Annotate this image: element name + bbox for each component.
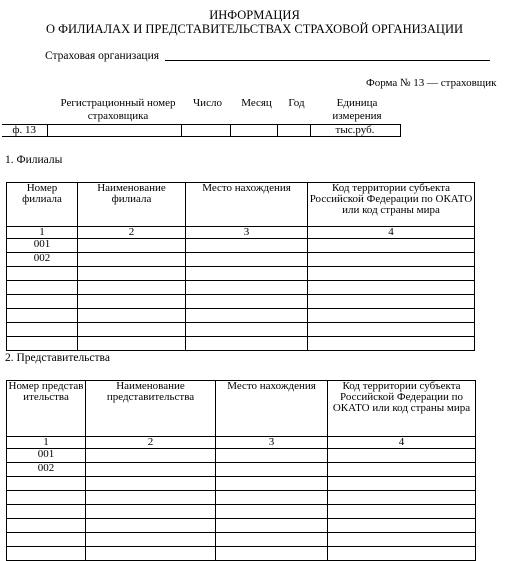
table-row-number: 002 xyxy=(7,463,86,477)
rep-name-cell[interactable] xyxy=(86,477,216,491)
branch-code-cell[interactable] xyxy=(308,253,475,267)
month-header: Месяц xyxy=(241,97,272,109)
table-row-number: 001 xyxy=(7,449,86,463)
rep-location-cell[interactable] xyxy=(216,491,328,505)
form-label: Форма № 13 — страховщик xyxy=(366,77,497,89)
table-row-number xyxy=(7,295,78,309)
rep-code-cell[interactable] xyxy=(328,533,476,547)
branch-name-cell[interactable] xyxy=(78,295,186,309)
section1-heading: 1. Филиалы xyxy=(5,154,63,166)
branch-colnum-1: 1 xyxy=(7,227,78,239)
table-row-number xyxy=(7,309,78,323)
document-title: ИНФОРМАЦИЯ xyxy=(209,8,300,22)
table-row-number: 002 xyxy=(7,253,78,267)
branch-colnum-4: 4 xyxy=(308,227,475,239)
table-row-number: 001 xyxy=(7,239,78,253)
branch-location-cell[interactable] xyxy=(186,253,308,267)
rep-code-cell[interactable] xyxy=(328,505,476,519)
month-cell[interactable] xyxy=(230,125,277,137)
rep-location-cell[interactable] xyxy=(216,533,328,547)
branch-location-cell[interactable] xyxy=(186,309,308,323)
rep-name-cell[interactable] xyxy=(86,505,216,519)
rep-name-cell[interactable] xyxy=(86,519,216,533)
branch-name-cell[interactable] xyxy=(78,309,186,323)
branch-col-location: Место нахождения xyxy=(186,183,308,227)
branch-code-cell[interactable] xyxy=(308,295,475,309)
table-row-number xyxy=(7,477,86,491)
reg-number-header: Регистрационный номер страховщика xyxy=(60,97,176,122)
rep-code-cell[interactable] xyxy=(328,449,476,463)
rep-location-cell[interactable] xyxy=(216,547,328,561)
rep-name-cell[interactable] xyxy=(86,547,216,561)
unit-header: Единица измерения xyxy=(332,97,382,122)
rep-col-name: Наименование представительства xyxy=(86,381,216,437)
branch-code-cell[interactable] xyxy=(308,323,475,337)
reg-number-cell[interactable] xyxy=(47,125,181,137)
branch-col-number: Номер филиала xyxy=(7,183,78,227)
table-row-number xyxy=(7,337,78,351)
rep-colnum-1: 1 xyxy=(7,437,86,449)
rep-location-cell[interactable] xyxy=(216,477,328,491)
rep-code-cell[interactable] xyxy=(328,477,476,491)
rep-location-cell[interactable] xyxy=(216,449,328,463)
branch-code-cell[interactable] xyxy=(308,309,475,323)
rep-colnum-3: 3 xyxy=(216,437,328,449)
table-row-number xyxy=(7,281,78,295)
rep-location-cell[interactable] xyxy=(216,505,328,519)
insurer-label: Страховая организация xyxy=(45,50,160,62)
rep-name-cell[interactable] xyxy=(86,449,216,463)
representations-table xyxy=(6,380,476,561)
form-code-cell: ф. 13 xyxy=(2,125,47,137)
branch-location-cell[interactable] xyxy=(186,239,308,253)
branch-code-cell[interactable] xyxy=(308,281,475,295)
rep-col-code: Код территории субъекта Российской Федерации по ОКАТО или код страны мира xyxy=(328,381,476,437)
rep-col-number: Номер представительства xyxy=(7,381,86,437)
branch-name-cell[interactable] xyxy=(78,239,186,253)
branch-colnum-3: 3 xyxy=(186,227,308,239)
rep-colnum-4: 4 xyxy=(328,437,476,449)
day-cell[interactable] xyxy=(181,125,230,137)
table-row-number xyxy=(7,533,86,547)
rep-code-cell[interactable] xyxy=(328,519,476,533)
branch-location-cell[interactable] xyxy=(186,267,308,281)
branch-code-cell[interactable] xyxy=(308,337,475,351)
table-row-number xyxy=(7,323,78,337)
unit-cell: тыс.руб. xyxy=(310,125,400,137)
branch-name-cell[interactable] xyxy=(78,337,186,351)
table-row-number xyxy=(7,547,86,561)
branch-location-cell[interactable] xyxy=(186,337,308,351)
branch-location-cell[interactable] xyxy=(186,295,308,309)
branch-name-cell[interactable] xyxy=(78,323,186,337)
document-subtitle: О ФИЛИАЛАХ И ПРЕДСТАВИТЕЛЬСТВАХ СТРАХОВОЙ ОРГАНИЗАЦИИ xyxy=(45,22,464,36)
table-row-number xyxy=(7,519,86,533)
rep-code-cell[interactable] xyxy=(328,463,476,477)
branch-location-cell[interactable] xyxy=(186,281,308,295)
code-table xyxy=(2,124,401,137)
branch-name-cell[interactable] xyxy=(78,281,186,295)
year-header: Год xyxy=(288,97,305,109)
section2-heading: 2. Представительства xyxy=(5,352,110,364)
rep-code-cell[interactable] xyxy=(328,491,476,505)
rep-code-cell[interactable] xyxy=(328,547,476,561)
branch-colnum-2: 2 xyxy=(78,227,186,239)
branch-code-cell[interactable] xyxy=(308,239,475,253)
day-header: Число xyxy=(193,97,222,109)
rep-colnum-2: 2 xyxy=(86,437,216,449)
rep-name-cell[interactable] xyxy=(86,533,216,547)
table-row-number xyxy=(7,505,86,519)
rep-col-location: Место нахождения xyxy=(216,381,328,437)
table-row-number xyxy=(7,267,78,281)
rep-name-cell[interactable] xyxy=(86,463,216,477)
branch-code-cell[interactable] xyxy=(308,267,475,281)
rep-location-cell[interactable] xyxy=(216,463,328,477)
branch-col-code: Код территории субъекта Российской Федерации по ОКАТО или код страны мира xyxy=(308,183,475,227)
branch-col-name: Наименование филиала xyxy=(78,183,186,227)
insurer-field-line xyxy=(165,60,490,61)
branch-name-cell[interactable] xyxy=(78,267,186,281)
year-cell[interactable] xyxy=(277,125,310,137)
rep-name-cell[interactable] xyxy=(86,491,216,505)
rep-location-cell[interactable] xyxy=(216,519,328,533)
table-row-number xyxy=(7,491,86,505)
branches-table xyxy=(6,182,475,351)
branch-location-cell[interactable] xyxy=(186,323,308,337)
branch-name-cell[interactable] xyxy=(78,253,186,267)
